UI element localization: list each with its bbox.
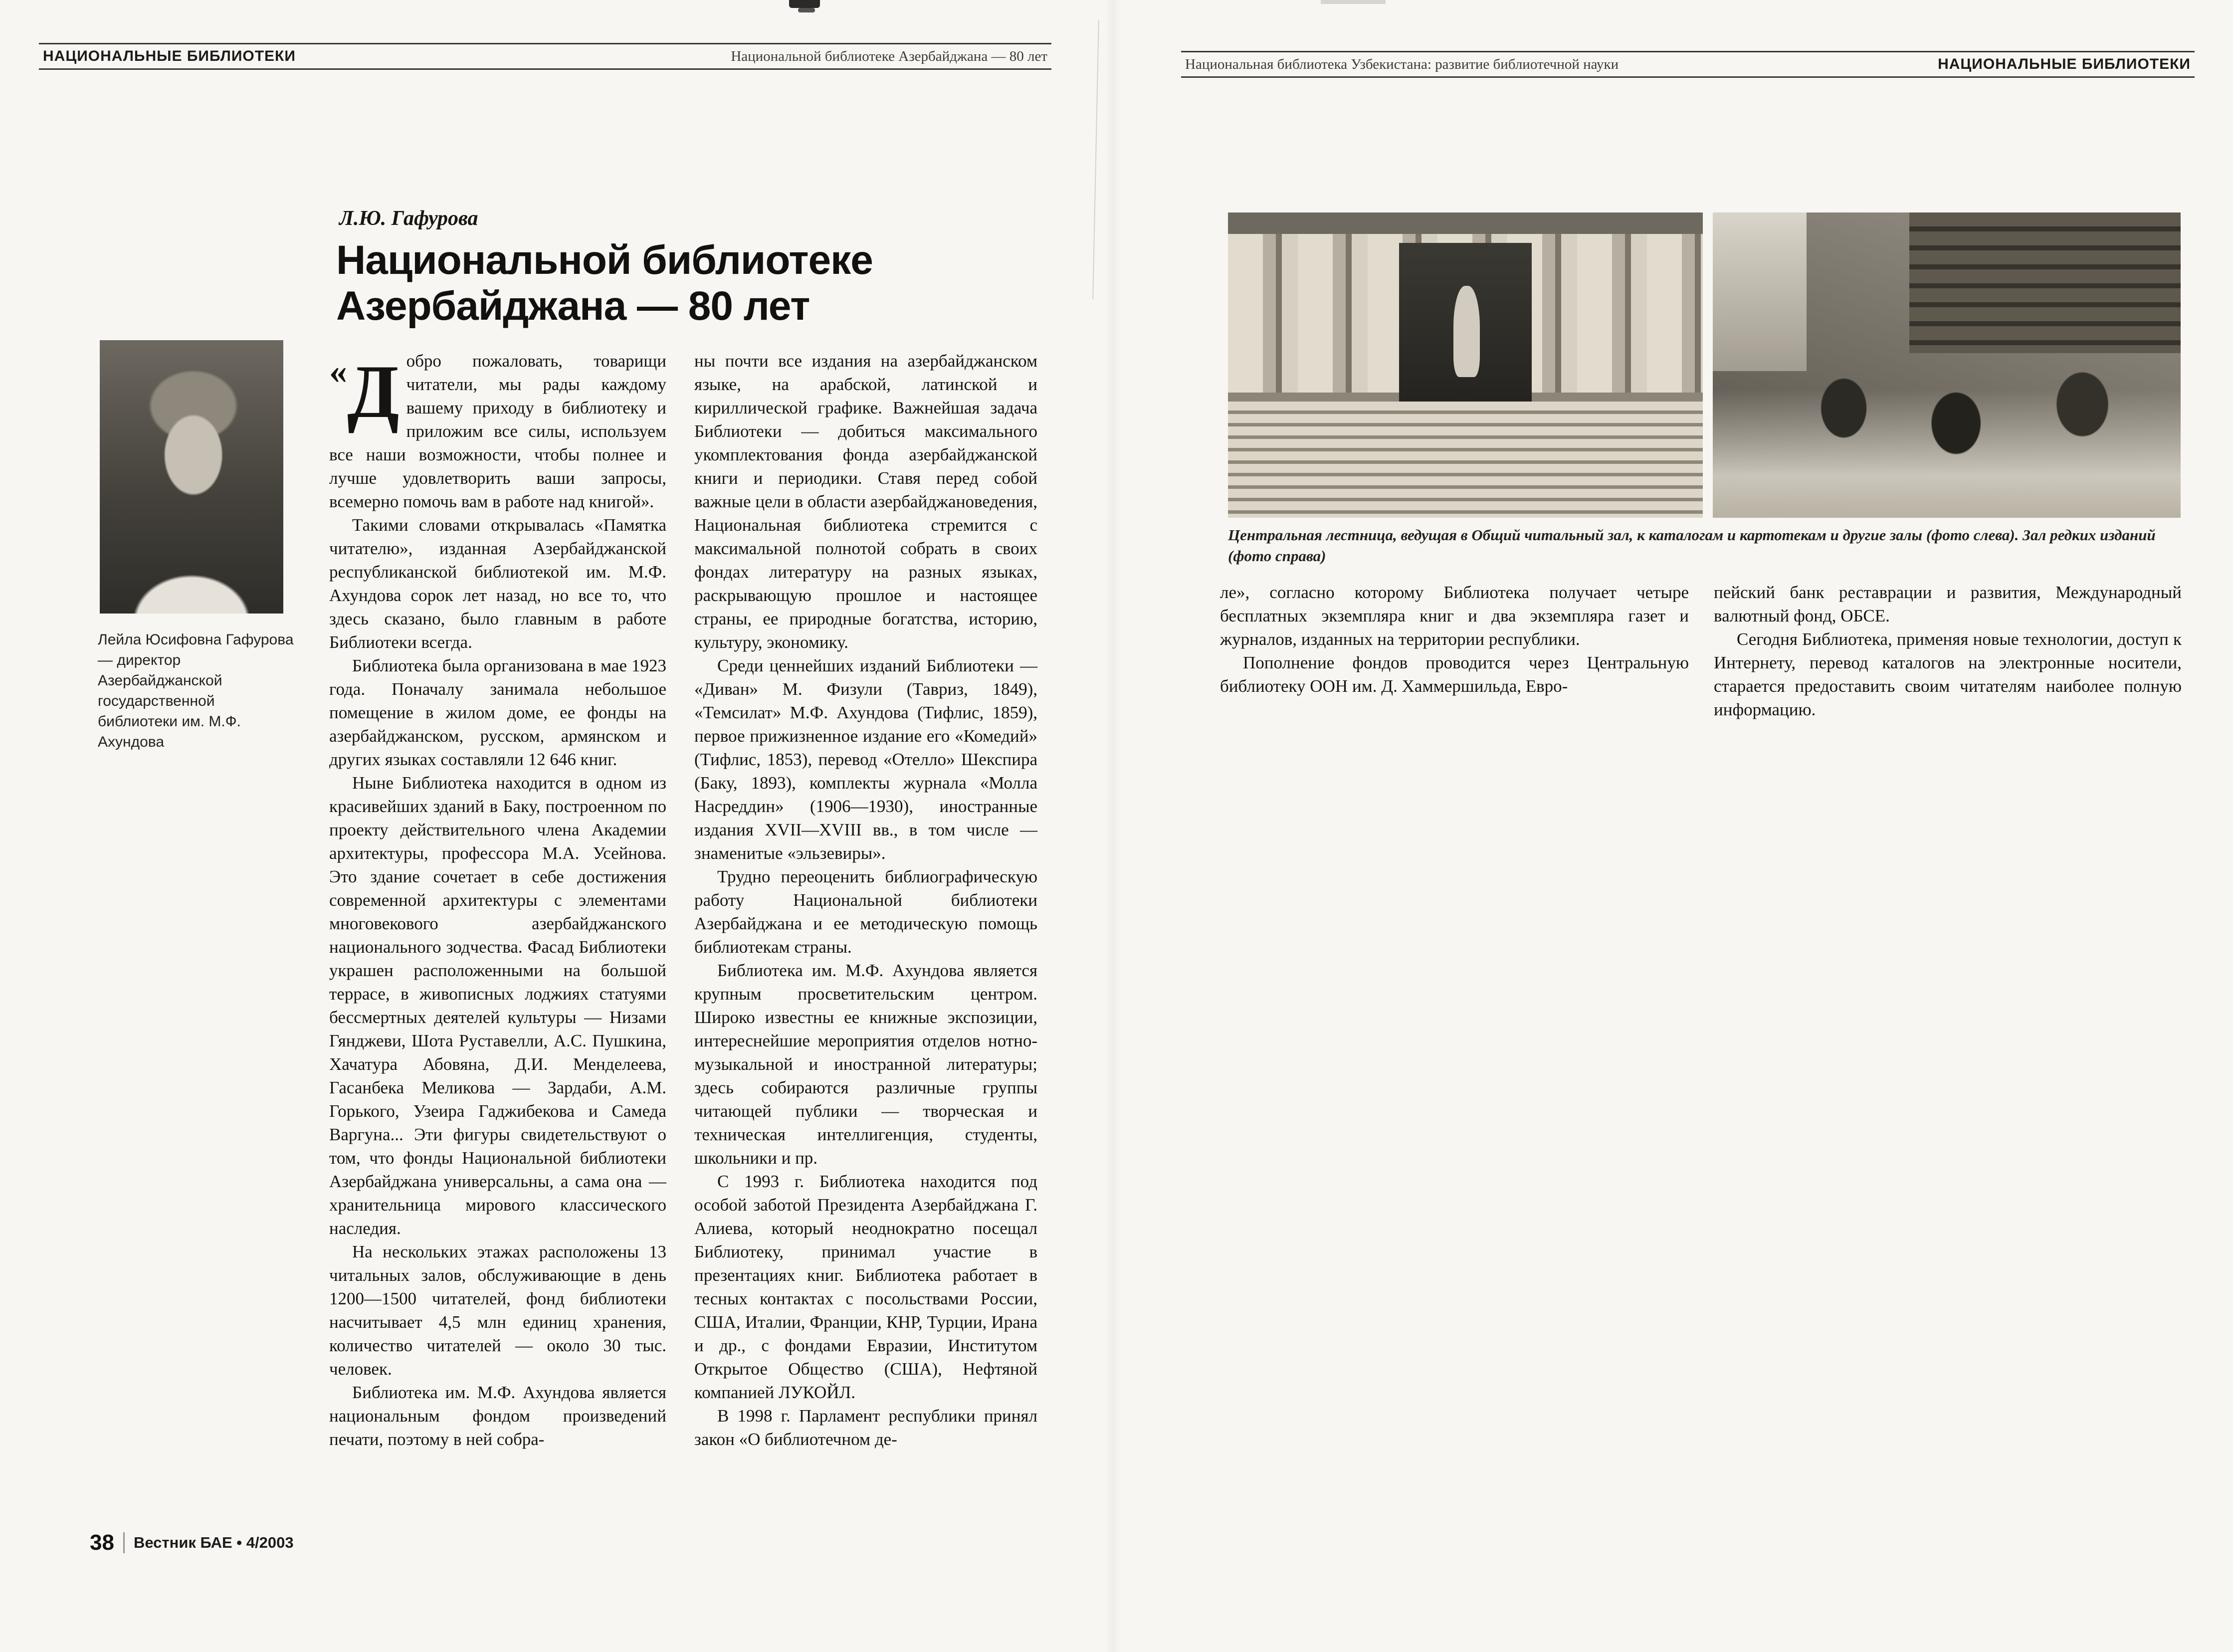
dropcap-letter: Д (347, 350, 400, 433)
photo-ceiling (1228, 212, 1703, 234)
page-footer (90, 1530, 294, 1555)
running-title: Национальная библиотека Узбекистана: развитие библиотечной науки (1185, 56, 1619, 72)
paragraph: С 1993 г. Библиотека находится под особой заботой Президента Азербайджана Г. Алиева, который неоднократно посещал Библиотеку, принимал участие в презентациях книг. Библиотека работает в тесных контактах с посольствами России, США, Италии, Франции, КНР, Турции, Ирана и др., с фондами Евразии, Институтом Открытое Общество (США), Нефтяной компанией ЛУКОЙЛ. (694, 1172, 1037, 1402)
director-portrait-photo (100, 340, 283, 614)
dropcap (329, 350, 400, 433)
author-byline: Л.Ю. Гафурова (339, 207, 478, 230)
article-title: Национальной библиотеке Азербайджана — 80 лет (336, 237, 873, 329)
paragraph: В 1998 г. Парламент республики принял закон «О библиотечном де- (694, 1406, 1037, 1449)
paragraph: Среди ценнейших изданий Библиотеки — «Диван» М. Физули (Тавриз, 1849), «Темсилат» М.Ф. Ахундова (Тифлис, 1859), первое прижизненное издание его «Комедий» (Тифлис, 1853), перевод «Отелло» Шекспира (Баку, 1893), комплекты журнала «Молла Насреддин» (1906—1930), иностранные издания XVII—XVIII вв., в том числе — знаменитые «эльзевиры». (694, 656, 1037, 863)
paragraph: Библиотека им. М.Ф. Ахундова является национальным фондом произведений печати, поэтому в ней собра- (329, 1383, 666, 1449)
paragraph: Ныне Библиотека находится в одном из красивейших зданий в Баку, построенном по проекту действительного члена Академии архитектуры, профессора М.А. Усейнова. Это здание сочетает в себе достижения современной архитектуры с элементами многовекового азербайджанского национального зодчества. Фасад Библиотеки украшен расположенными на большой террасе, в живописных лоджиях статуями бессмертных деятелей культуры — Низами Гянджеви, Шота Руставелли, А.С. Пушкина, Хачатура Абовяна, Д.И. Менделеева, Гасанбека Меликова — Зардаби, А.М. Горького, Узеира Гаджибекова и Самеда Варгуна... Эти фигуры свидетельствуют о том, что фонды Национальной библиотеки Азербайджана универсальны, а сама она — хранительница мирового классического наследия. (329, 773, 666, 1238)
paragraph: Сегодня Библиотека, применяя новые технологии, доступ к Интернету, перевод каталогов на электронные носители, старается предоставить своим читателям наиболее полную информацию. (1714, 629, 2182, 719)
scan-artifact (1321, 0, 1386, 4)
left-page-header (39, 43, 1051, 70)
rare-editions-hall-photo (1713, 212, 2181, 518)
paragraph: Трудно переоценить библиографическую работу Национальной библиотеки Азербайджана и ее методическую помощь библиотекам страны. (694, 867, 1037, 957)
portrait-caption: Лейла Юсифовна Гафурова — директор Азербайджанской государственной библиотеки им. М.Ф. Ахундова (98, 631, 294, 750)
left-page-column-2 (694, 349, 1037, 1451)
photos-caption: Центральная лестница, ведущая в Общий читальный зал, к каталогам и картотекам и другие залы (фото слева). Зал редких изданий (фото справа) (1228, 526, 2156, 565)
photo-readers (1713, 329, 2181, 518)
section-label: НАЦИОНАЛЬНЫЕ БИБЛИОТЕКИ (1938, 56, 2191, 72)
paragraph: Такими словами открывалась «Памятка читателю», изданная Азербайджанской республиканской библиотекой им. М.Ф. Ахундова сорок лет назад, но все то, что здесь сказано, было главным в работе Библиотеки всегда. (329, 515, 666, 652)
paragraph: Пополнение фондов проводится через Центральную библиотеку ООН им. Д. Хаммершильда, Евро- (1220, 653, 1689, 696)
paragraph-text: обро пожаловать, товарищи читатели, мы рады каждому вашему приходу в библиотеку и приложим все силы, используем все наши возможности, чтобы полнее и лучше удовлетворить ваши запросы, всемерно помочь вам в работе над книгой». (329, 351, 666, 511)
paragraph: ле», согласно которому Библиотека получает четыре бесплатных экземпляра книг и два экземпляра газет и журналов, изданных на территории республики. (1220, 583, 1689, 649)
photo-statue (1453, 286, 1479, 378)
journal-name: Вестник БАЕ • 4/2003 (133, 1534, 294, 1551)
page-gutter-shadow (1104, 0, 1121, 1652)
paragraph: пейский банк реставрации и развития, Международный валютный фонд, ОБСЕ. (1714, 583, 2182, 625)
scan-artifact (789, 0, 820, 8)
right-page-column-2 (1714, 581, 2182, 721)
footer-divider (123, 1532, 125, 1553)
open-quote: « (329, 351, 347, 391)
paragraph: Библиотека была организована в мае 1923 года. Поначалу занимала небольшое помещение в жилом доме, ее фонды на азербайджанском, русском, армянском и других языках составляли 12 646 книг. (329, 656, 666, 769)
left-page-column-1 (329, 349, 666, 1451)
page-number: 38 (90, 1530, 114, 1555)
right-page-column-1 (1220, 581, 1689, 698)
lead-paragraph (329, 349, 666, 513)
photo-stairs-steps (1228, 402, 1703, 518)
central-staircase-photo (1228, 212, 1703, 518)
paragraph: ны почти все издания на азербайджанском языке, на арабской, латинской и кириллической графике. Важнейшая задача Библиотеки — добиться максимального укомплектования фонда азербайджанской книги и периодики. Ставя перед собой важные цели в области азербайджановедения, Национальная библиотека стремится с максимальной полнотой собрать в своих фондах литературу на разных языках, раскрывающую прошлое и настоящее страны, ее природные богатства, историю, культуру, экономику. (694, 351, 1037, 652)
section-label: НАЦИОНАЛЬНЫЕ БИБЛИОТЕКИ (43, 48, 296, 64)
paragraph: Библиотека им. М.Ф. Ахундова является крупным просветительским центром. Широко известны ее книжные экспозиции, интереснейшие мероприятия отделов нотно-музыкальной и иностранной литературы; здесь собираются различные группы читающей публики — творческая и техническая интеллигенция, студенты, школьники и пр. (694, 961, 1037, 1168)
right-page-header (1181, 51, 2195, 78)
scan-artifact (798, 8, 815, 12)
paragraph: На нескольких этажах расположены 13 читальных залов, обслуживающие в день 1200—1500 читателей, фонд библиотеки насчитывает 4,5 млн единиц хранения, количество читателей — около 30 тыс. человек. (329, 1242, 666, 1379)
running-title: Национальной библиотеке Азербайджана — 80 лет (731, 48, 1047, 64)
page-edge-line (1092, 20, 1099, 299)
